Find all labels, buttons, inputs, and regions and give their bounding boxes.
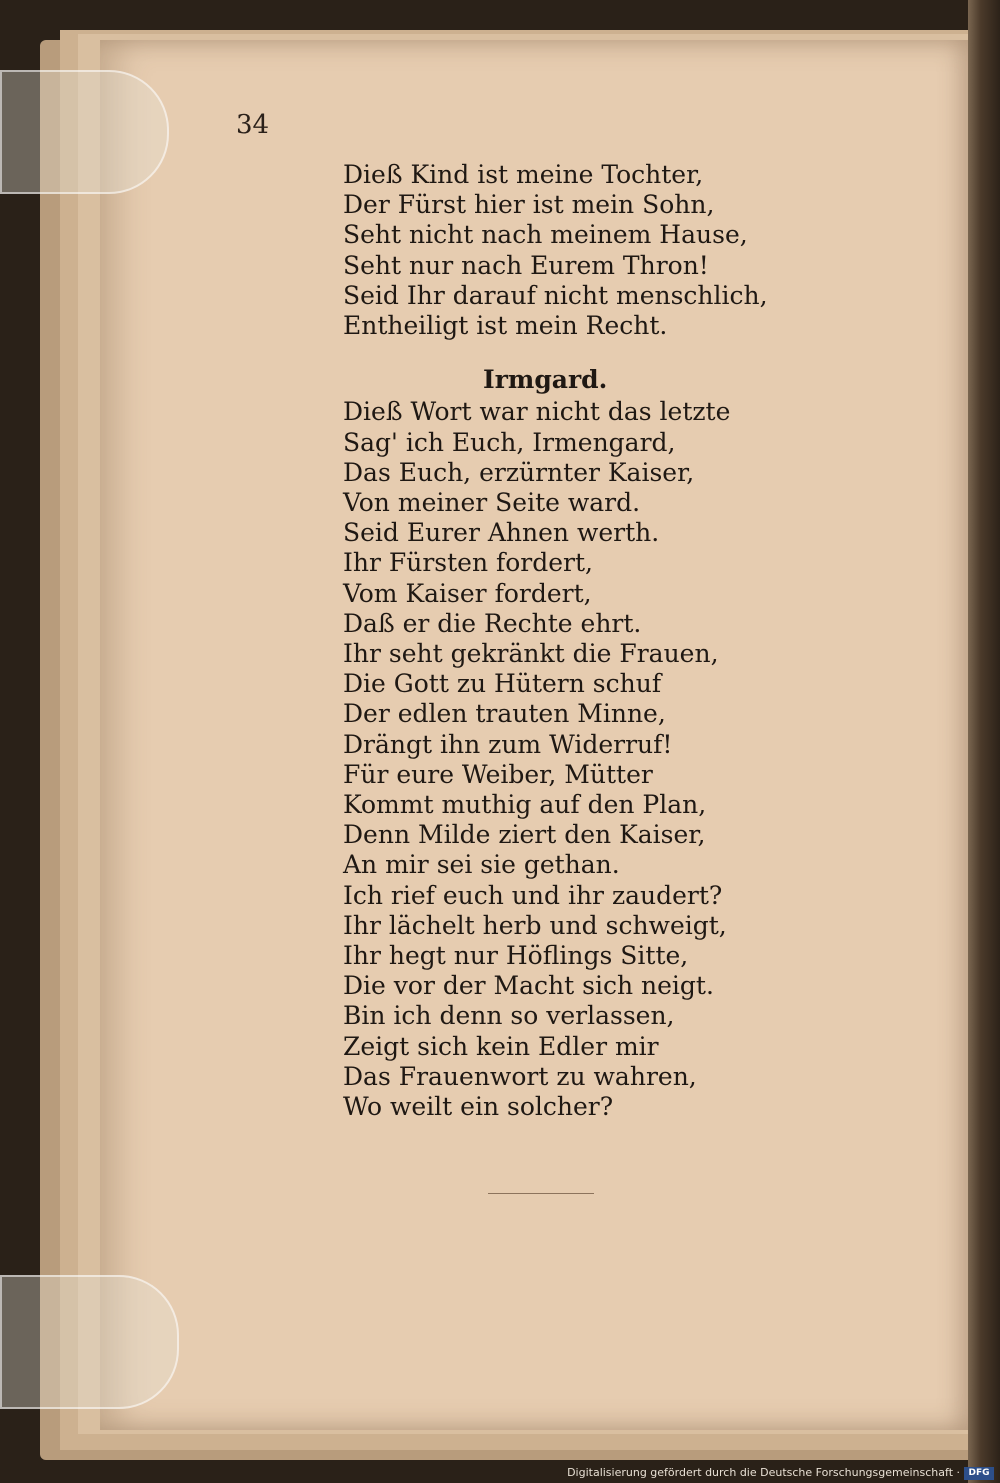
verse-line: Drängt ihn zum Widerruf!	[343, 729, 673, 759]
verse-line: Die vor der Macht sich neigt.	[343, 971, 714, 1001]
book-spine	[968, 0, 1000, 1483]
verse-line: Denn Milde ziert den Kaiser,	[343, 820, 706, 850]
verse-line: Daß er die Rechte ehrt.	[343, 608, 642, 638]
verse-line: Seht nur nach Eurem Thron!	[343, 250, 709, 280]
digitization-credit: Digitalisierung gefördert durch die Deutsche Forschungsgemeinschaft ·	[567, 1466, 960, 1479]
verse-line: Von meiner Seite ward.	[343, 488, 641, 518]
verse-line: Dieß Kind ist meine Tochter,	[343, 160, 704, 189]
section-divider	[488, 1193, 594, 1194]
plastic-clip-bottom	[0, 1275, 179, 1409]
plastic-clip-top	[0, 70, 169, 194]
verse-line: Vom Kaiser fordert,	[343, 578, 592, 608]
verse-line: Seid Eurer Ahnen werth.	[343, 518, 660, 548]
verse-line: Sag' ich Euch, Irmengard,	[343, 427, 676, 457]
verse-line: Dieß Wort war nicht das letzte	[343, 397, 731, 427]
verse-line: Ihr lächelt herb und schweigt,	[343, 910, 727, 940]
verse-line: An mir sei sie gethan.	[343, 850, 620, 880]
verse-line: Das Euch, erzürnter Kaiser,	[343, 457, 695, 487]
verse-line: Seid Ihr darauf nicht menschlich,	[343, 280, 768, 310]
stanza-2	[343, 397, 783, 1122]
verse-line: Seht nicht nach meinem Hause,	[343, 220, 748, 250]
verse-line: Das Frauenwort zu wahren,	[343, 1061, 697, 1091]
verse-line: Ihr Fürsten fordert,	[343, 548, 593, 578]
stanza-1	[343, 160, 783, 341]
verse-line: Zeigt sich kein Edler mir	[343, 1031, 659, 1061]
poem-text	[343, 160, 783, 1122]
speaker-heading: Irmgard.	[483, 365, 608, 395]
verse-line: Entheiligt ist mein Recht.	[343, 311, 668, 341]
verse-line: Wo weilt ein solcher?	[343, 1092, 614, 1122]
dfg-logo: DFG	[964, 1467, 994, 1480]
verse-line: Ich rief euch und ihr zaudert?	[343, 880, 723, 910]
verse-line: Die Gott zu Hütern schuf	[343, 669, 662, 699]
verse-line: Bin ich denn so verlassen,	[343, 1001, 675, 1031]
verse-line: Ihr hegt nur Höflings Sitte,	[343, 941, 689, 971]
verse-line: Ihr seht gekränkt die Frauen,	[343, 639, 719, 669]
verse-line: Kommt muthig auf den Plan,	[343, 790, 707, 820]
verse-line: Der edlen trauten Minne,	[343, 699, 666, 729]
verse-line: Für eure Weiber, Mütter	[343, 759, 653, 789]
verse-line: Der Fürst hier ist mein Sohn,	[343, 190, 715, 220]
page-number: 34	[236, 110, 270, 140]
